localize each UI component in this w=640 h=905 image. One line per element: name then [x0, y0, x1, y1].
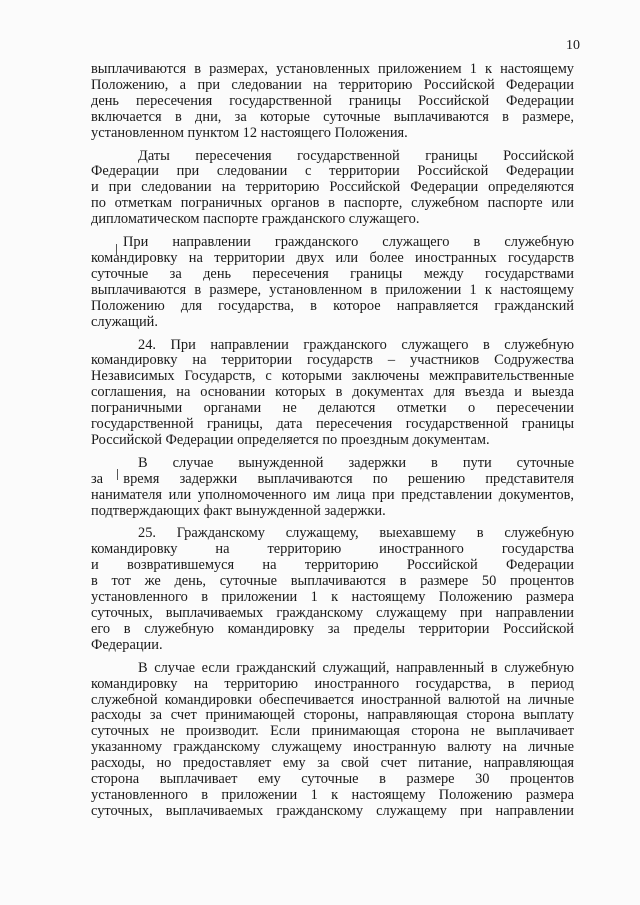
text-line: установленном пунктом 12 настоящего Положения. [91, 124, 408, 141]
text-line: дипломатическом паспорте гражданского служащего. [91, 211, 420, 228]
paragraph [91, 661, 574, 820]
text-line: командировку на территорию иностранного государства [91, 541, 574, 558]
text-line: в тот же день, суточные выплачиваются в размере 50 процентов [91, 573, 574, 590]
paragraph [91, 235, 574, 330]
text-line: Положению, а при следовании на территорию Российской Федерации [91, 76, 574, 93]
text-line: государственной границы, дата пересечения государственной границы [91, 416, 574, 433]
text-line: Положению для государства, в которое направляется гражданский [91, 297, 574, 314]
text-line: за время задержки выплачиваются по решению представителя [91, 470, 574, 487]
paragraph [91, 62, 574, 142]
text-line: и при следовании на территорию Российской Федерации определяются [91, 179, 574, 196]
page-number: 10 [566, 38, 580, 53]
paragraph [91, 149, 574, 229]
text-line: сторона выплачивает ему суточные в размере 30 процентов [91, 771, 574, 788]
text-line: служебной командировки обеспечивается иностранной валютой на личные [91, 691, 574, 708]
text-line: суточных не производит. Если принимающая сторона не выплачивает [91, 723, 574, 740]
text-line: командировку на территории государств – участников Содружества [91, 352, 574, 369]
text-line: включается в дни, за которые суточные выплачиваются в размере, [91, 108, 574, 125]
text-line: соглашения, на основании которых в документах для въезда и выезда [91, 384, 574, 401]
text-line: суточных, выплачиваемых гражданскому служащему при направлении [91, 802, 574, 819]
text-line: служащий. [91, 313, 158, 330]
text-line: Российской Федерации определяется по проездным документам. [91, 431, 490, 448]
text-line: выплачиваются в размере, установленном в приложении 1 к настоящему [91, 281, 574, 298]
text-line: выплачиваются в размерах, установленных приложением 1 к настоящему [91, 61, 574, 77]
text-line: нанимателя или уполномоченного им лица при представлении документов, [91, 486, 574, 503]
text-line: Даты пересечения государственной границы Российской [138, 147, 574, 164]
text-line: Независимых Государств, с которыми заключены межправительственные [91, 368, 574, 385]
text-line: и возвратившемуся на территорию Российской Федерации [91, 557, 574, 574]
text-line: Федерации при следовании с территории Российской Федерации [91, 163, 574, 180]
text-line: Федерации. [91, 636, 163, 653]
text-line: установленного в приложении 1 к настоящему Положению размера [91, 786, 574, 803]
text-line: по отметкам пограничных органов в паспорте, служебном паспорте или [91, 195, 574, 212]
document-body [91, 62, 574, 820]
text-line: расходы за счет принимающей стороны, направляющая сторона выплату [91, 707, 574, 724]
text-line: командировку на территории двух или более иностранных государств [91, 249, 574, 266]
text-line: указанному гражданскому служащему иностранную валюту на личные [91, 739, 574, 756]
text-line: 24. При направлении гражданского служащего в служебную [138, 336, 574, 353]
paragraph [91, 526, 574, 653]
paragraph [91, 456, 574, 520]
text-line: суточных, выплачиваемых гражданскому служащему при направлении [91, 605, 574, 621]
text-line: командировку на территорию иностранного государства, в период [91, 675, 574, 692]
text-line: При направлении гражданского служащего в служебную [123, 234, 574, 251]
text-line: В случае если гражданский служащий, направленный в служебную [138, 659, 574, 676]
text-line: день пересечения государственной границы Российской Федерации [91, 92, 574, 109]
text-line: подтверждающих факт вынужденной задержки. [91, 502, 386, 519]
text-line: В случае вынужденной задержки в пути суточные [138, 454, 574, 471]
text-line: суточные за день пересечения границы между государствами [91, 265, 574, 282]
text-line: пограничными органами не делаются отметки о пересечении [91, 400, 574, 417]
text-line: установленного в приложении 1 к настоящему Положению размера [91, 589, 574, 606]
paragraph [91, 338, 574, 449]
text-line: 25. Гражданскому служащему, выехавшему в служебную [138, 525, 574, 542]
text-line: его в служебную командировку за пределы территории Российской [91, 620, 574, 637]
text-line: расходы, но предоставляет ему за свой счет питание, направляющая [91, 755, 574, 772]
